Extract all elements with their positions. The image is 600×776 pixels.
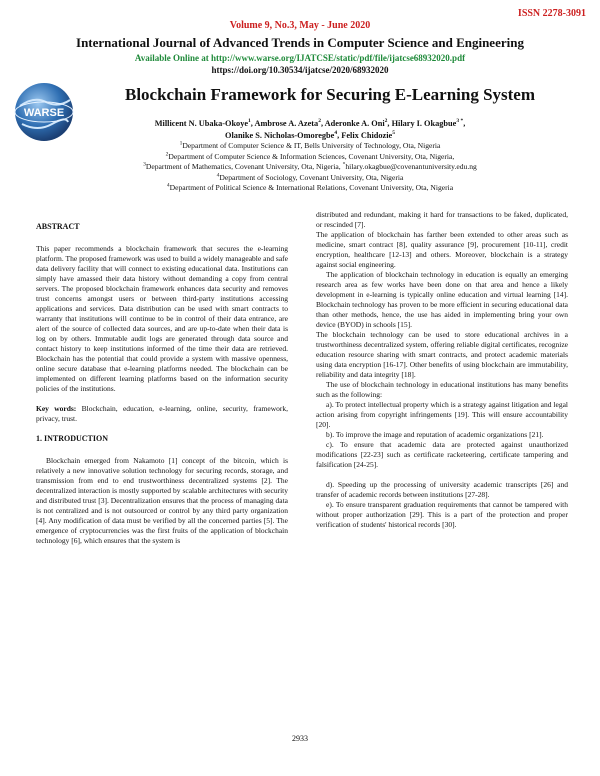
abstract-heading: ABSTRACT (36, 222, 80, 231)
online-link[interactable]: Available Online at http://www.warse.org/IJATCSE/static/pdf/file/ijatcse68932020.pdf (134, 53, 466, 63)
affiliation: $^2$Department of Computer Science & Information Sciences, Covenant University, Ota, Nigeria, (165, 150, 455, 161)
list-item: c). To ensure that academic data are protected against unauthorized modifications [22-23] such as certificate racketeering, certificate tampering and falsification [24-25]. (316, 440, 568, 469)
list-item: a). To protect intellectual property which is a strategy against litigation and legal action arising from copyright infringements [19]. This will ensure accountability [20]. (316, 400, 568, 429)
author-name: Millicent N. Ubaka-Okoye (154, 119, 249, 128)
right-column (316, 210, 568, 530)
left-column (36, 212, 288, 546)
affiliation: $^1$Department of Computer Science & IT, Bells University of Technology, Ota, Nigeria (179, 140, 441, 150)
logo-text: WARSE (23, 107, 65, 119)
journal-name: International Journal of Advanced Trends in Computer Science and Engineering (76, 35, 524, 50)
author-name: Felix Chidozie (341, 131, 393, 140)
affiliation: $^4$Department of Sociology, Covenant University, Ota, Nigeria (216, 171, 404, 182)
intro-heading: 1. INTRODUCTION (36, 434, 109, 443)
author-name: Olanike S. Nicholas-Omoregbe (225, 131, 335, 140)
keywords-text: Blockchain, education, e-learning, online, security, framework, privacy, trust. (36, 404, 289, 423)
keywords (36, 404, 288, 424)
email: hilary.okagbue@covenantuniversity.edu.ng (345, 162, 477, 171)
author-sup: 1 (248, 118, 251, 125)
affiliations (40, 141, 580, 194)
paragraph: The use of blockchain technology in educational institutions has many benefits such as the following: (316, 380, 568, 399)
author-name: Aderonke A. Oni (324, 119, 385, 128)
author-sup: 4 (334, 130, 338, 137)
keywords-label: Key words: (36, 404, 77, 413)
paragraph: distributed and redundant, making it hard for transactions to be faked, duplicated, or rescinded [7]. (316, 210, 568, 229)
intro-body: Blockchain emerged from Nakamoto [1] concept of the bitcoin, which is relatively a new innovative solution technology for securing records, storage, and transmission from end to end trustworthiness decentralized systems [2]. The decentralized interaction is mostly supported by scalable architectures with security and distributed trust [3]. Decentralization ensures that the process of managing data is not centralized and is not outsourced or control by any third party organization [4]. Any modification of data must be verified by all the concerned parties [5]. The emergence of cryptocurrencies was the first fruits of the application of blockchain technology [6], which ensures that the system is (36, 456, 288, 545)
author-sep: , (463, 119, 466, 128)
author-sup: 2 (384, 118, 388, 125)
doi-link[interactable]: https://doi.org/10.30534/ijatcse/2020/68932020 (211, 65, 389, 75)
author-sup: 3 * (456, 118, 464, 125)
author-name: Hilary I. Okagbue (391, 119, 457, 128)
list-item: e). To ensure transparent graduation requirements that cannot be tampered with without proper authorization [29]. This is a part of the protection and proper verification of students' historical records [30]. (316, 500, 568, 529)
paragraph: The blockchain technology can be used to store educational archives in a trustworthiness decentralized system, offering reliable digital certificates, recognize education resource sharing with smart contracts, and protect academic materials using data encryption [16-17]. Other benefits of using blockchain are immutability, reliability and data integrity [18]. (316, 330, 568, 379)
affiliation: $^4$Department of Political Science & International Relations, Covenant University, Ota, Nigeria (166, 182, 454, 192)
list-item: d). Speeding up the processing of university academic transcripts [26] and transfer of academic records between institutions [27-28]. (316, 480, 568, 499)
author-sep: , (387, 119, 392, 128)
author-sup: 5 (392, 130, 395, 137)
volume-issue: Volume 9, No.3, May - June 2020 (229, 20, 371, 31)
author-sup: 2 (318, 118, 321, 125)
author-sep: , (250, 119, 255, 128)
authors-line-1 (80, 118, 540, 130)
issn: ISSN 2278-3091 (517, 8, 586, 19)
paper-title: Blockchain Framework for Securing E-Learning System (124, 85, 536, 104)
author-name: Ambrose A. Azeta (254, 119, 319, 128)
author-sep: , (337, 131, 342, 140)
page-number: 2933 (292, 734, 308, 743)
paragraph: The application of blockchain technology in education is equally an emerging research area as few works have been done on that area and hence a likely development in e-learning is typically online education and virtual learning [14]. Blockchain technology has proven to be more efficient in securing educational data than other methods, hence, the use has aided in implementing bring your own device (BYOD) in schools [15]. (316, 270, 568, 329)
author-sep: , (320, 119, 325, 128)
warse-logo-icon (12, 80, 76, 144)
authors (80, 118, 540, 142)
paragraph: The application of blockchain has farther been extended to other areas such as medicine, smart contract [8], quality assurance [9], procurement [10-11], credit encryption, healthcare [12-13] and others. Moreover, blockchain is a strategy against social engineering. (316, 230, 568, 269)
affiliation: $^3$Department of Mathematics, Covenant University, Ota, Nigeria, *hilary.okagbue@covenantuniversity.edu.ng (143, 161, 477, 171)
list-item: b). To improve the image and reputation of academic organizations [21]. (326, 430, 544, 439)
abstract-body: This paper recommends a blockchain framework that secures the e-learning platform. The proposed framework was used to build a widely manageable and safe data delivery facility that will connect to existing educational data. Institutions can simply have amassed their data history without demanding a copy from central servers. The proposed blockchain framework enhances data security and removes trust concerns amongst users or between third-party institutions accessing applications and services. Data distribution can be used with smart contracts to warranty that institutions will continue to be in control of their data entrance, are alert of the source of collected data sources, and are up-to-date when their data is log on by others. Immutable audit logs are generated through data source and contact history to keep institutions informed of the time their data are retrieved. Blockchain has the potential that could provide a system with massive openness, online secure database that e-learning platforms needed. The blockchain can be implemented on different learning platforms based on the information security policies of the institutions. (36, 244, 288, 393)
